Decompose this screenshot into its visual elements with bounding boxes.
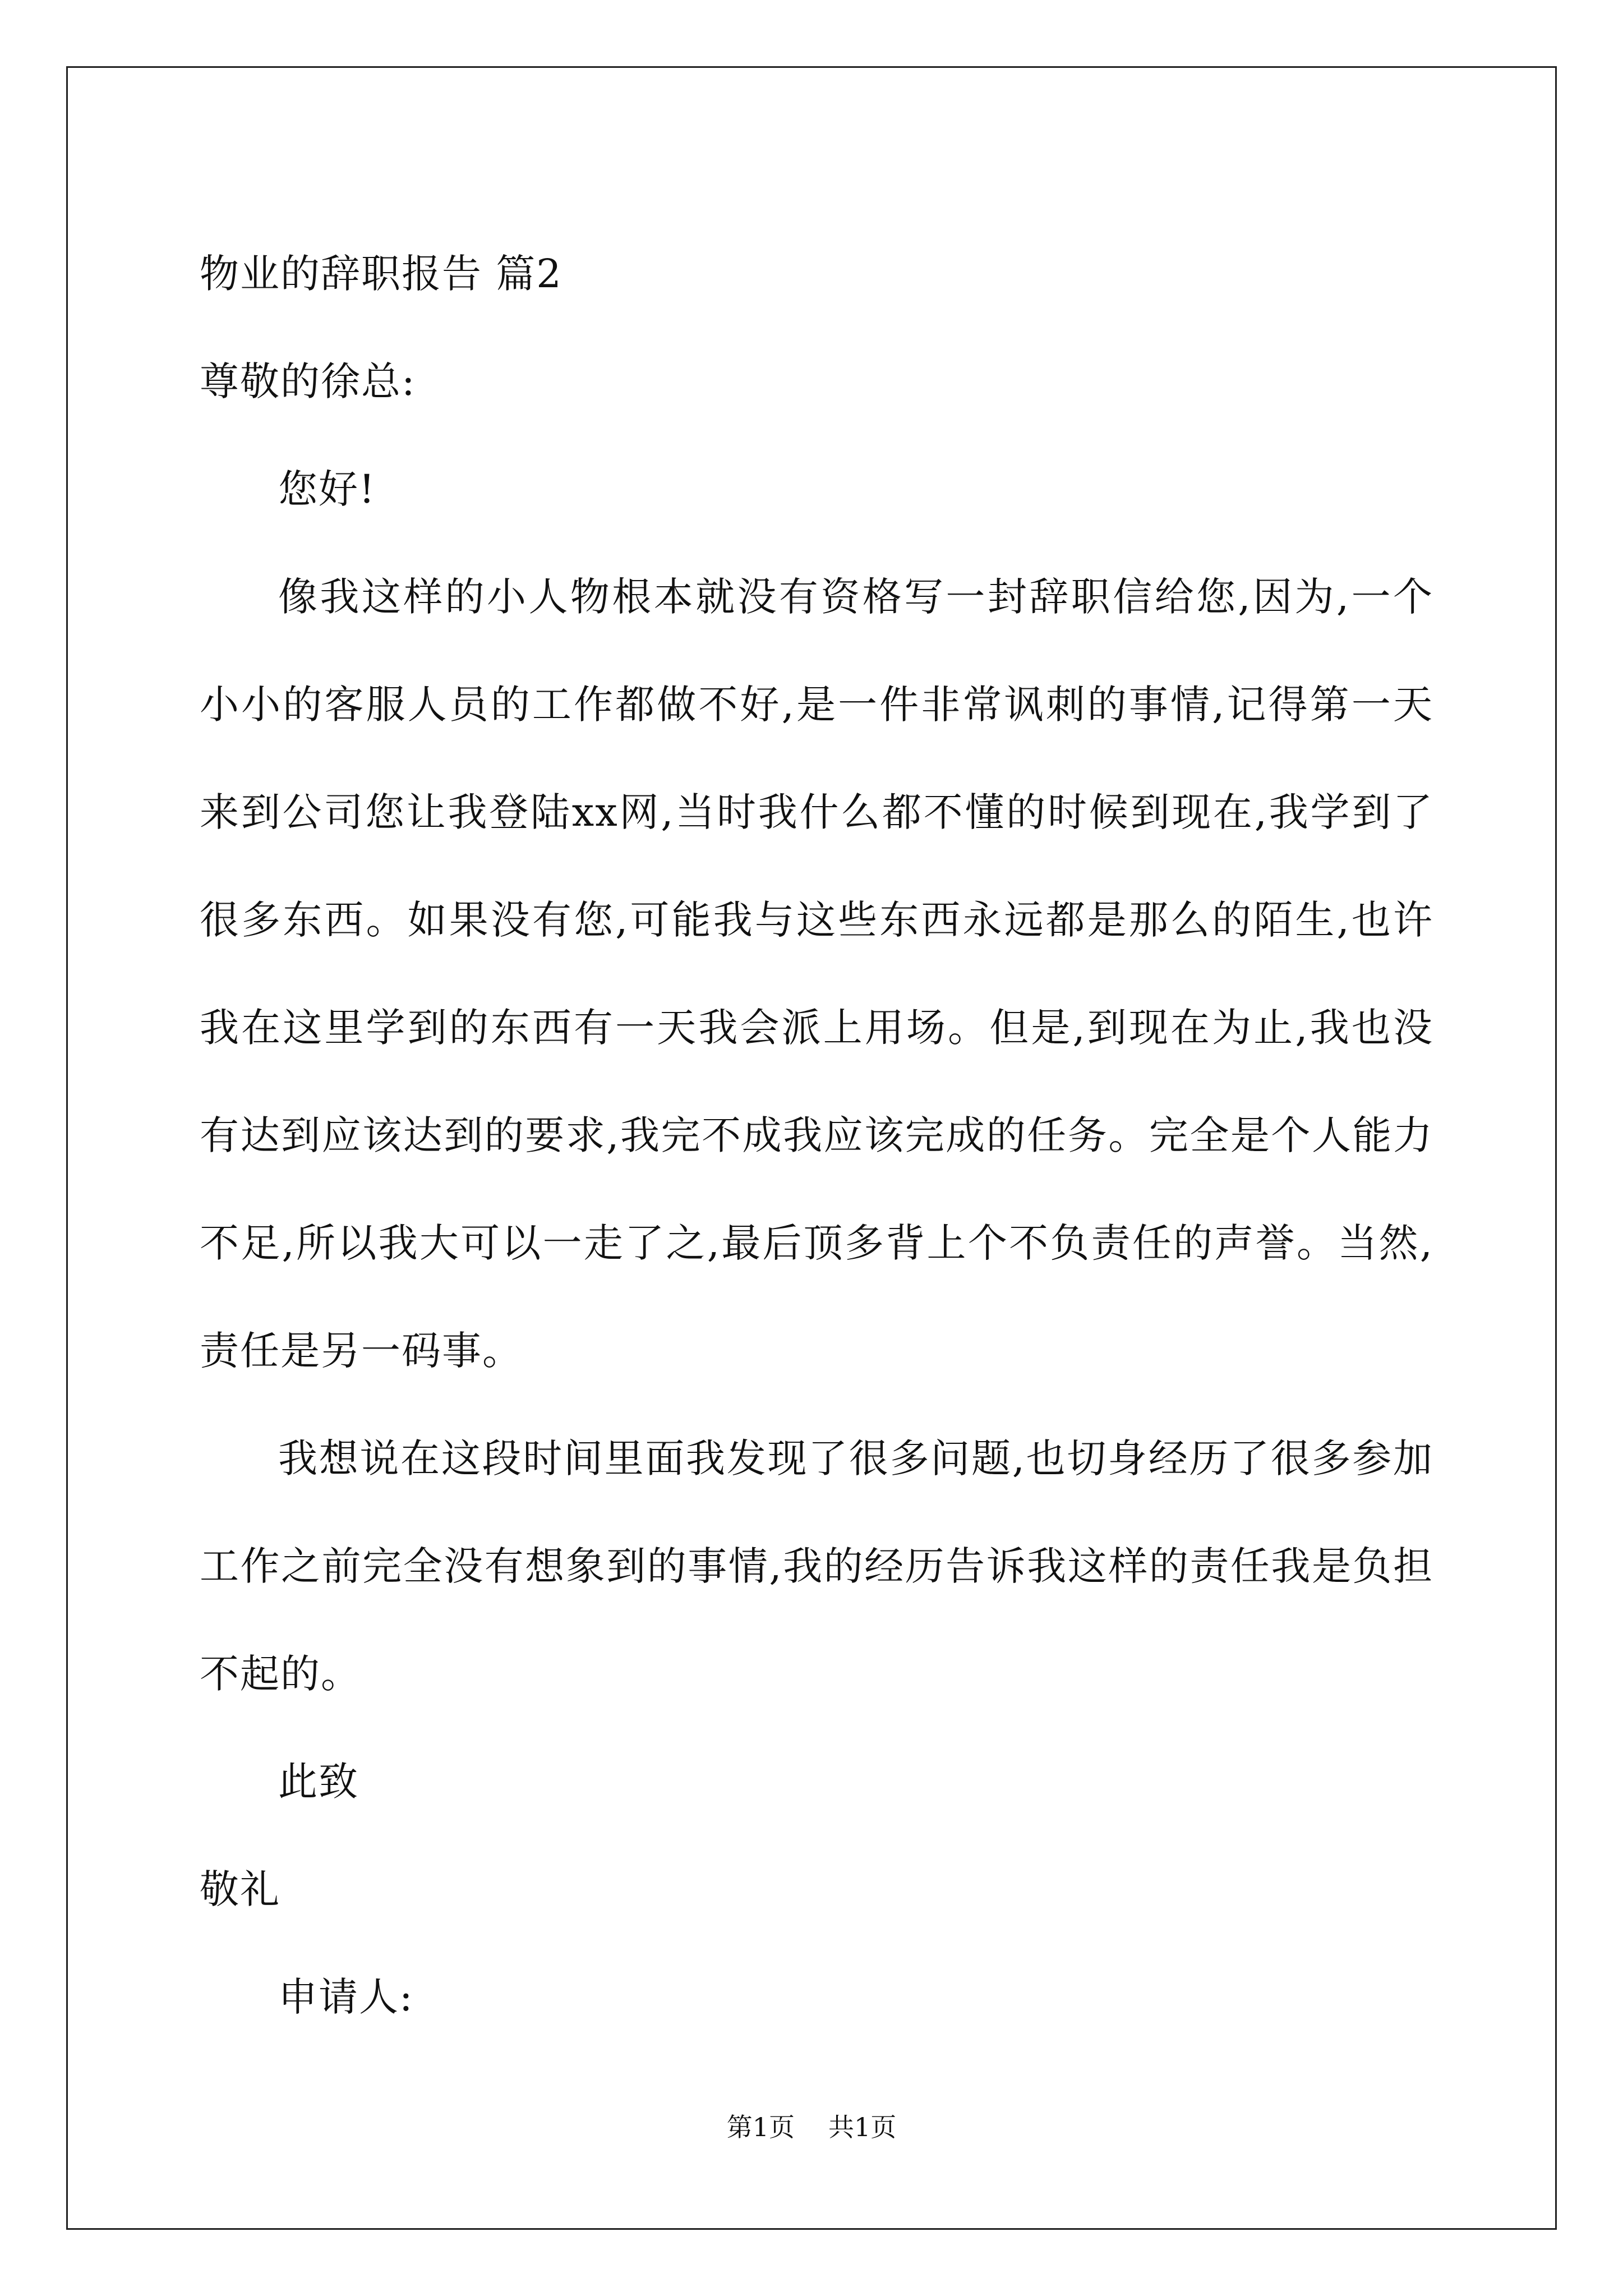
document-body xyxy=(200,220,1433,2051)
body-paragraph-2: 我想说在这段时间里面我发现了很多问题,也切身经历了很多参加工作之前完全没有想象到的事情,我的经历告诉我这样的责任我是负担不起的。 xyxy=(200,1435,1433,1697)
document-heading: 物业的辞职报告 篇2 xyxy=(200,251,562,297)
greeting: 您好! xyxy=(278,466,376,512)
closing-jing-li: 敬礼 xyxy=(200,1866,280,1912)
page-number-current: 第1页 xyxy=(726,2112,795,2142)
page-number-total: 共1页 xyxy=(828,2112,897,2142)
closing-ci-zhi: 此致 xyxy=(278,1759,359,1805)
signature-label: 申请人: xyxy=(278,1974,414,2020)
body-paragraph-1: 像我这样的小人物根本就没有资格写一封辞职信给您,因为,一个小小的客服人员的工作都做不好,是一件非常讽刺的事情,记得第一天来到公司您让我登陆xx网,当时我什么都不懂的时候到现在,我学到了很多东西。如果没有您,可能我与这些东西永远都是那么的陌生,也许我在这里学到的东西有一天我会派上用场。但是,到现在为止,我也没有达到应该达到的要求,我完不成我应该完成的任务。完全是个人能力不足,所以我大可以一走了之,最后顶多背上个不负责任的声誉。当然,责任是另一码事。 xyxy=(200,574,1433,1374)
page-footer xyxy=(0,2110,1623,2144)
salutation: 尊敬的徐总: xyxy=(200,358,416,404)
